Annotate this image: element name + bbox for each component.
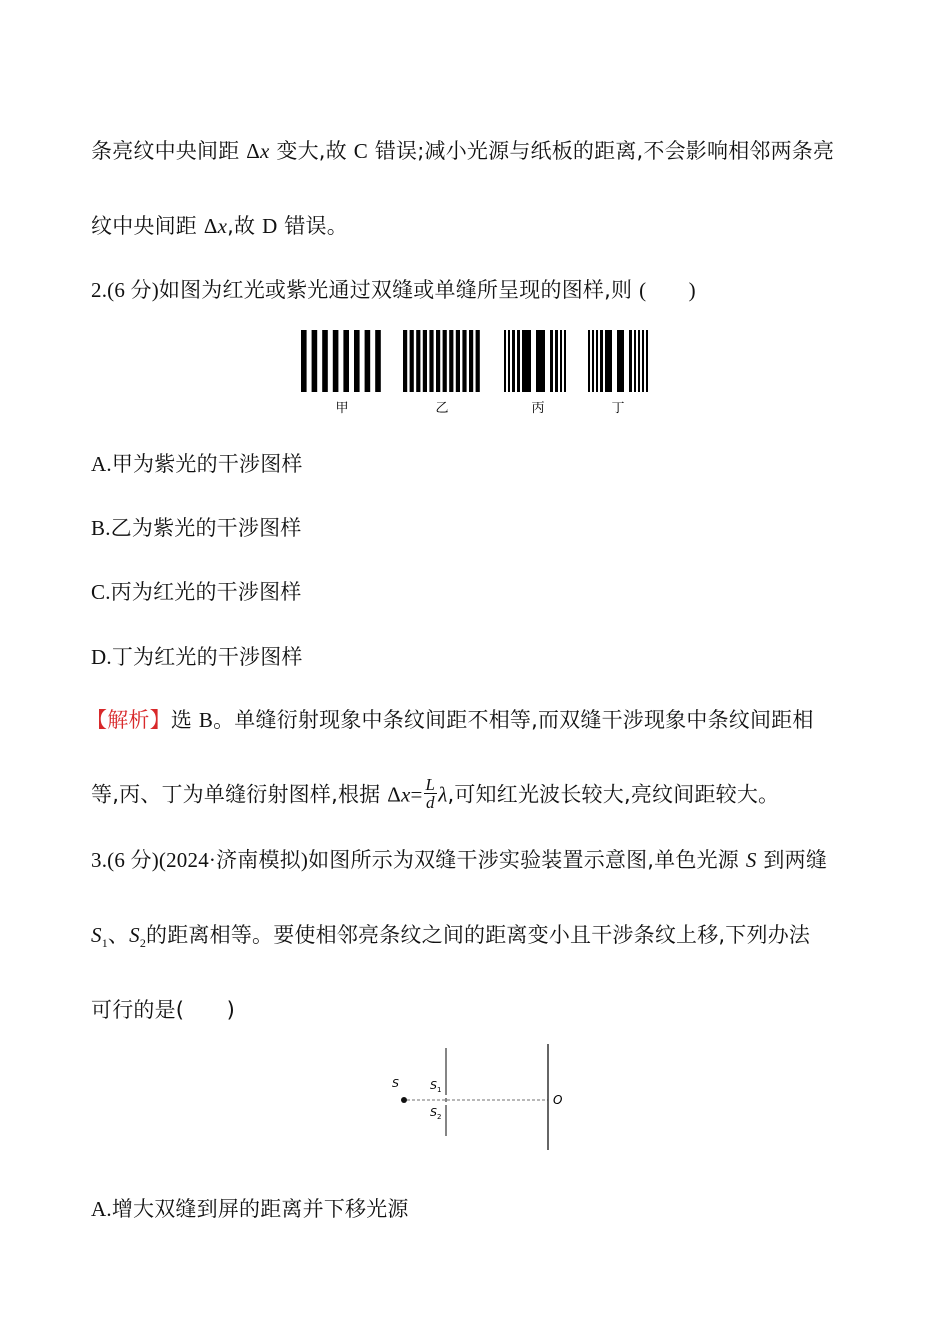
question-score: (6 分)	[107, 278, 159, 302]
question-score: (6 分)	[107, 848, 159, 872]
fringe-bar-bing	[560, 330, 562, 392]
question-text: 到两缝	[756, 848, 828, 872]
fringe-bar-yi	[456, 330, 460, 392]
fraction-numerator: L	[425, 775, 436, 794]
fringe-bar-jia	[301, 330, 307, 392]
text: 选	[170, 708, 199, 732]
question-source: (2024·济南模拟)	[158, 848, 309, 872]
question-number: 3.	[91, 848, 108, 872]
option-b	[91, 513, 301, 543]
answer-letter: B	[198, 708, 214, 732]
fringe-bar-ding	[634, 330, 636, 392]
option-text: 丙为红光的干涉图样	[110, 580, 302, 604]
fringe-bar-ding	[605, 330, 612, 392]
double-slit-apparatus-diagram	[380, 1044, 580, 1156]
fringe-bar-jia	[322, 330, 328, 392]
variable-s2: S	[129, 923, 140, 947]
option-d	[91, 642, 303, 672]
fringe-bar-jia	[343, 330, 349, 392]
label-s1-subscript: 1	[437, 1086, 442, 1094]
text: 。单缝衍射现象中条纹间距不相等,而双缝干涉现象中条纹间距相	[213, 708, 814, 732]
equals-sign: =	[410, 782, 423, 807]
question-3-line-1	[91, 845, 827, 875]
fringe-bar-yi	[416, 330, 420, 392]
option-c	[91, 577, 301, 607]
analysis-line-2	[91, 775, 780, 813]
answer-blank: ( )	[639, 278, 696, 302]
delta-symbol: Δ	[387, 782, 401, 807]
label-s2: S	[430, 1106, 437, 1119]
text: 纹中央间距	[91, 214, 204, 238]
text: ,故	[227, 214, 263, 238]
option-ref: C	[353, 139, 368, 163]
fringe-bar-bing	[536, 330, 545, 392]
fringe-bars	[301, 330, 648, 392]
question-3-line-3	[91, 995, 235, 1025]
text: 错误;减小光源与纸板的距离,不会影响相邻两条亮	[367, 139, 835, 163]
lambda-symbol: λ	[438, 782, 448, 807]
fringe-bar-yi	[449, 330, 453, 392]
fringe-bar-ding	[642, 330, 644, 392]
fringe-bar-ding	[596, 330, 598, 392]
analysis-tag: 【解析】	[86, 708, 171, 732]
subscript: 2	[139, 936, 147, 951]
fringe-bar-ding	[588, 330, 590, 392]
option-text: 甲为紫光的干涉图样	[111, 452, 303, 476]
text: 变大,故	[269, 139, 354, 163]
fringe-bar-yi	[429, 330, 433, 392]
subscript: 1	[101, 936, 108, 951]
fringe-bar-ding	[617, 330, 624, 392]
fraction-denominator: d	[426, 793, 435, 812]
option-letter: B.	[91, 516, 111, 540]
fringe-bar-bing	[522, 330, 531, 392]
option-ref: D	[262, 214, 278, 238]
label-s1: S	[430, 1079, 437, 1092]
delta-symbol: Δ	[246, 139, 260, 163]
fringe-bar-ding	[592, 330, 594, 392]
option-letter: A.	[91, 452, 112, 476]
variable-s: S	[745, 848, 757, 872]
fringe-bar-bing	[564, 330, 566, 392]
option-letter: A.	[91, 1197, 112, 1221]
analysis-line-1	[86, 705, 814, 735]
text: 等,丙、丁为单缝衍射图样,根据	[91, 782, 388, 807]
variable-s1: S	[91, 923, 102, 947]
q3-option-a	[91, 1194, 409, 1224]
fringe-bar-bing	[550, 330, 553, 392]
text: 错误。	[277, 214, 348, 238]
option-text: 乙为紫光的干涉图样	[110, 516, 302, 540]
option-letter: D.	[91, 645, 112, 669]
fringe-bar-jia	[333, 330, 339, 392]
option-letter: C.	[91, 580, 111, 604]
separator: 、	[107, 923, 130, 947]
fringe-bar-bing	[508, 330, 510, 392]
option-text: 丁为红光的干涉图样	[111, 645, 303, 669]
figure-label-jia: 甲	[335, 401, 349, 416]
fraction-l-over-d	[424, 776, 438, 811]
fringe-bar-ding	[600, 330, 603, 392]
option-text: 增大双缝到屏的距离并下移光源	[111, 1197, 409, 1221]
variable-x: x	[217, 214, 228, 238]
question-text: 的距离相等。要使相邻亮条纹之间的距离变小且干涉条纹上移,下列办法	[146, 923, 811, 947]
fringe-bar-jia	[365, 330, 371, 392]
label-s: S	[392, 1077, 399, 1090]
fringe-bar-jia	[354, 330, 360, 392]
label-o: O	[553, 1093, 563, 1107]
text: 条亮纹中央间距	[91, 139, 247, 163]
fringe-bar-bing	[555, 330, 558, 392]
text: ,可知红光波长较大,亮纹间距较大。	[447, 782, 780, 807]
fringe-pattern-figure	[296, 326, 656, 418]
fringe-bar-yi	[476, 330, 480, 392]
question-3-line-2	[91, 920, 810, 958]
fringe-bar-bing	[512, 330, 515, 392]
option-a	[91, 449, 303, 479]
fringe-bar-yi	[410, 330, 414, 392]
text-line	[91, 211, 348, 241]
fringe-bar-yi	[469, 330, 473, 392]
fringe-bar-bing	[504, 330, 506, 392]
figure-label-ding: 丁	[611, 401, 625, 416]
figure-label-yi: 乙	[435, 401, 449, 416]
fringe-bar-jia	[375, 330, 381, 392]
figure-label-bing: 丙	[531, 401, 545, 416]
light-source-dot	[401, 1097, 407, 1103]
fringe-bar-ding	[638, 330, 640, 392]
delta-symbol: Δ	[203, 214, 218, 238]
fringe-bar-ding	[646, 330, 648, 392]
question-text: 如图所示为双缝干涉实验装置示意图,单色光源	[308, 848, 746, 872]
question-2-stem	[91, 275, 696, 305]
fringe-bar-ding	[629, 330, 632, 392]
variable-x: x	[260, 139, 270, 163]
fringe-bar-yi	[443, 330, 447, 392]
text-line	[91, 136, 834, 166]
question-text: 可行的是( )	[91, 998, 235, 1022]
fringe-bar-bing	[517, 330, 520, 392]
fringe-bar-yi	[423, 330, 427, 392]
fringe-bar-jia	[312, 330, 318, 392]
fringe-bar-yi	[436, 330, 440, 392]
question-number: 2.	[91, 278, 108, 302]
question-text: 如图为红光或紫光通过双缝或单缝所呈现的图样,则	[158, 278, 633, 302]
fringe-bar-yi	[403, 330, 407, 392]
variable-x: x	[400, 782, 411, 807]
label-s2-subscript: 2	[437, 1113, 442, 1121]
fringe-bar-yi	[462, 330, 466, 392]
